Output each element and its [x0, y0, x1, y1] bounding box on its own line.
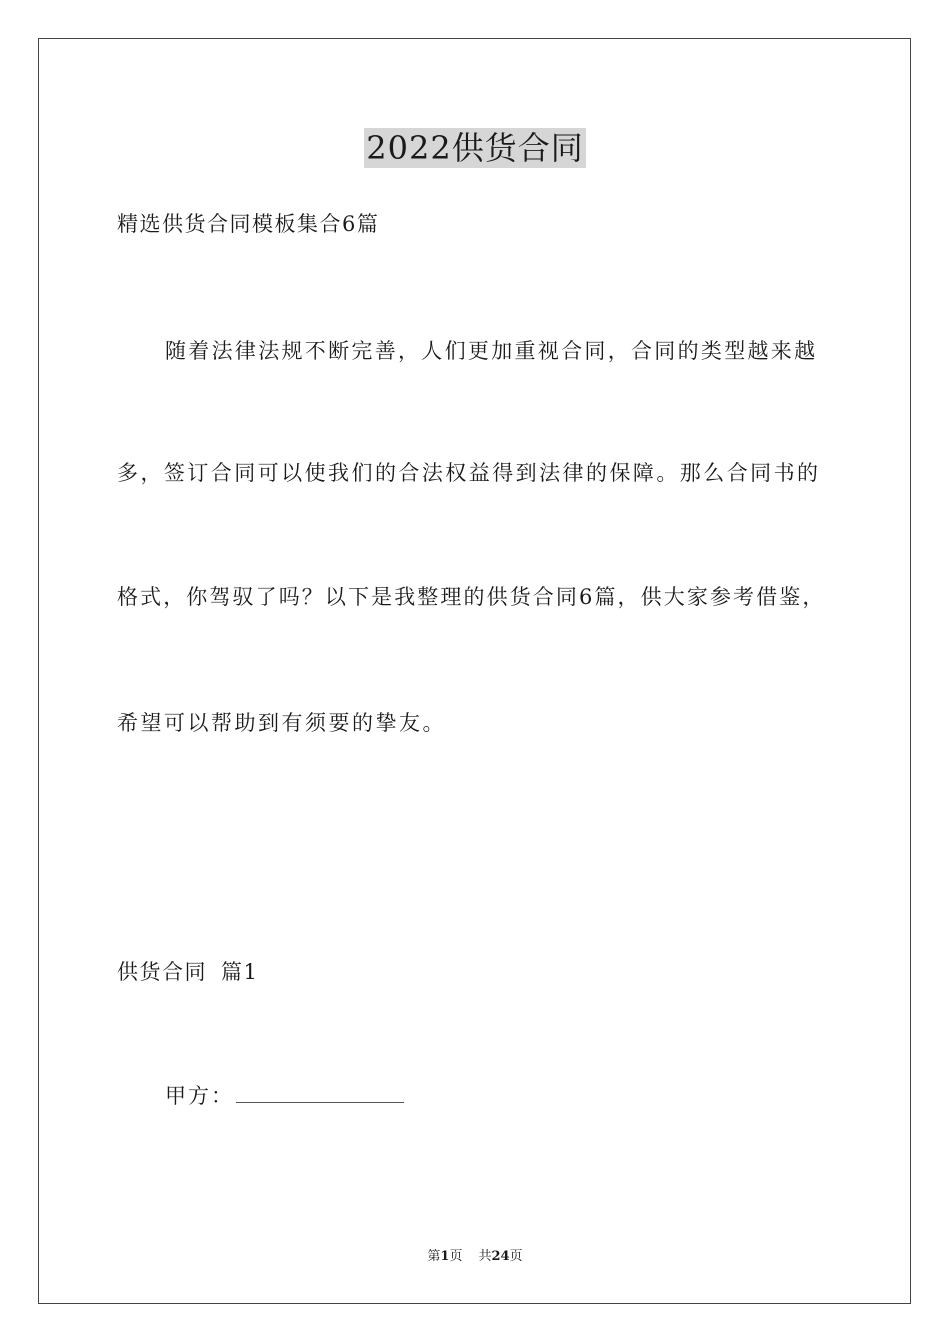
- section-heading-number: 篇1: [221, 960, 259, 984]
- footer-total-prefix: 共: [478, 1249, 492, 1264]
- party-a-label: 甲方：: [165, 1084, 234, 1108]
- footer-page-suffix: 页: [449, 1249, 463, 1264]
- paragraph-line-4: 希望可以帮助到有须要的挚友。: [117, 711, 446, 735]
- paragraph-line-2: 多，签订合同可以使我们的合法权益得到法律的保障。那么合同书的: [117, 461, 821, 485]
- document-subtitle: 精选供货合同模板集合6篇: [117, 212, 380, 236]
- paragraph-line-3: 格式，你驾驭了吗？以下是我整理的供货合同6篇，供大家参考借鉴，: [117, 585, 826, 609]
- paragraph-line-1: 随着法律法规不断完善，人们更加重视合同，合同的类型越来越: [165, 339, 818, 363]
- footer-page-current: 1: [440, 1249, 450, 1264]
- section-heading: [117, 958, 258, 986]
- page-footer: [0, 1248, 950, 1266]
- party-a-blank: [236, 1082, 404, 1103]
- section-heading-name: 供货合同: [117, 960, 207, 984]
- footer-total-suffix: 页: [509, 1249, 523, 1264]
- document-title-text: 2022供货合同: [366, 129, 584, 167]
- footer-page-prefix: 第: [427, 1249, 441, 1264]
- document-title: [0, 128, 950, 168]
- party-a-line: [165, 1082, 404, 1110]
- footer-page-total: 24: [491, 1249, 510, 1264]
